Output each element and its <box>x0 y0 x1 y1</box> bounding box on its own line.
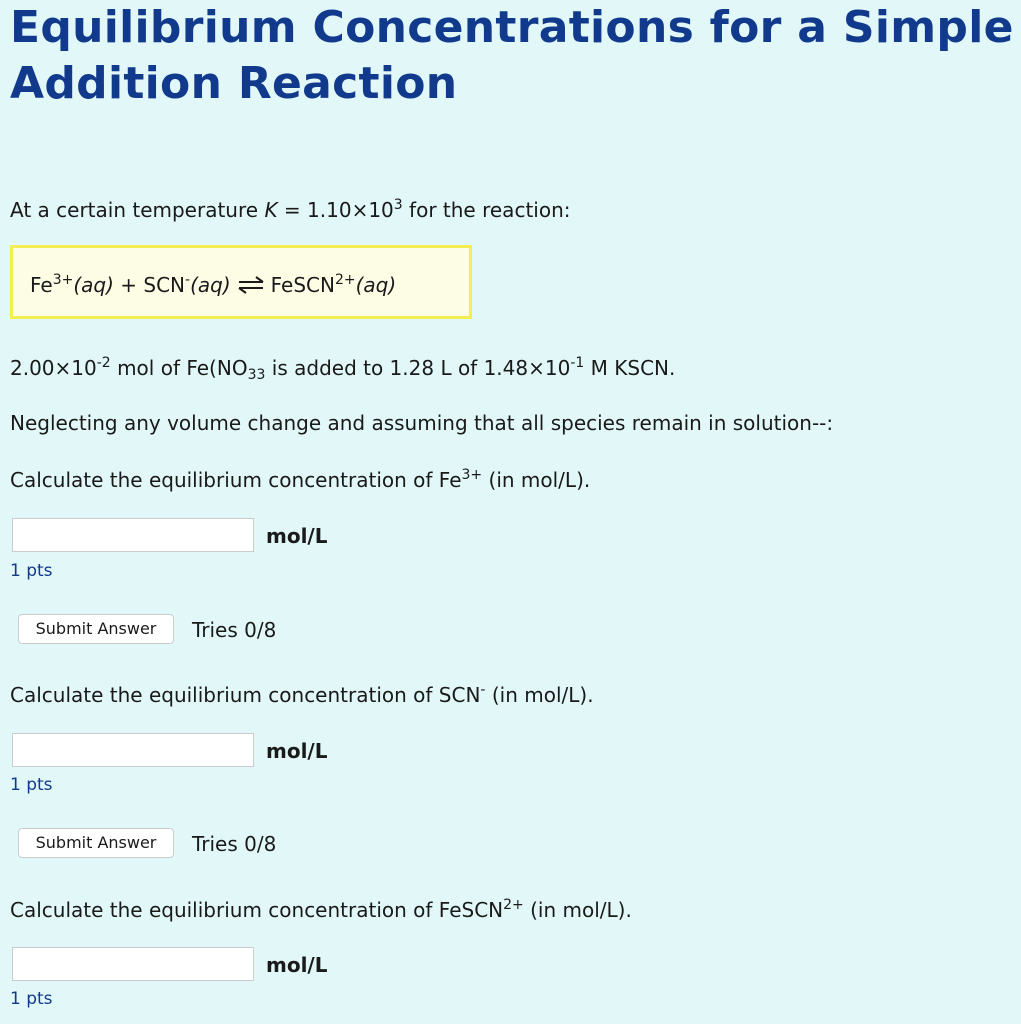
answer-input-2[interactable] <box>12 733 254 767</box>
given-end: M KSCN. <box>584 356 676 380</box>
question-2-suffix: (in mol/L). <box>485 683 594 707</box>
fescn-state: (aq) <box>355 273 397 297</box>
scn-charge: - <box>185 272 191 288</box>
question-1-text <box>10 467 590 493</box>
fe-state: (aq) <box>73 273 114 297</box>
intro-prefix: At a certain temperature <box>10 198 265 222</box>
unit-label-3: mol/L <box>266 953 328 977</box>
question-1-suffix: (in mol/L). <box>482 468 591 492</box>
reactant-fe: Fe <box>30 273 53 297</box>
question-1-sup: 3+ <box>461 467 483 483</box>
submit-answer-button-2[interactable]: Submit Answer <box>18 828 174 858</box>
reaction-equation <box>30 272 396 300</box>
submit-answer-button-1[interactable]: Submit Answer <box>18 614 174 644</box>
scn-state: (aq) <box>190 273 231 297</box>
fe-charge: 3+ <box>52 272 74 288</box>
k-symbol: K <box>264 198 278 222</box>
answer-input-1[interactable] <box>12 518 254 552</box>
nitrate-count-subscript: 3 <box>256 367 266 383</box>
question-3-prefix: Calculate the equilibrium concentration of FeSCN <box>10 898 504 922</box>
question-2-text <box>10 682 594 708</box>
points-label-2: 1 pts <box>10 775 53 795</box>
question-3-sup: 2+ <box>503 897 524 913</box>
points-label-1: 1 pts <box>10 561 53 581</box>
assumption-text: Neglecting any volume change and assuming that all species remain in solution--: <box>10 411 834 435</box>
question-1-prefix: Calculate the equilibrium concentration of Fe <box>10 468 462 492</box>
unit-label-2: mol/L <box>266 739 328 763</box>
tries-counter-2: Tries 0/8 <box>192 832 277 856</box>
question-2-sup: - <box>480 682 486 698</box>
question-3-text <box>10 897 632 923</box>
given-middle2: is added to 1.28 L of 1.48×10 <box>265 356 571 380</box>
question-2-prefix: Calculate the equilibrium concentration of SCN <box>10 683 481 707</box>
tries-counter-1: Tries 0/8 <box>192 618 277 642</box>
given-conc-exp: -1 <box>570 355 585 371</box>
question-3-suffix: (in mol/L). <box>523 898 632 922</box>
fescn-charge: 2+ <box>334 272 356 288</box>
reactant-scn: + SCN <box>113 273 186 297</box>
k-value: = 1.10×10 <box>277 198 394 222</box>
answer-input-3[interactable] <box>12 947 254 981</box>
equilibrium-arrows-icon <box>237 274 265 300</box>
page-title: Equilibrium Concentrations for a Simple Addition Reaction <box>10 2 1014 109</box>
intro-text <box>10 197 571 223</box>
reaction-box <box>10 245 472 319</box>
k-exponent: 3 <box>393 197 403 213</box>
given-middle1: mol of Fe(NO <box>110 356 248 380</box>
given-amount-exp: -2 <box>96 355 111 371</box>
given-amount: 2.00×10 <box>10 356 97 380</box>
given-text <box>10 355 675 381</box>
intro-suffix: for the reaction: <box>402 198 571 222</box>
unit-label-1: mol/L <box>266 524 328 548</box>
points-label-3: 1 pts <box>10 989 53 1009</box>
product-fescn: FeSCN <box>270 273 335 297</box>
nitrate-subscript: 3 <box>247 367 257 383</box>
